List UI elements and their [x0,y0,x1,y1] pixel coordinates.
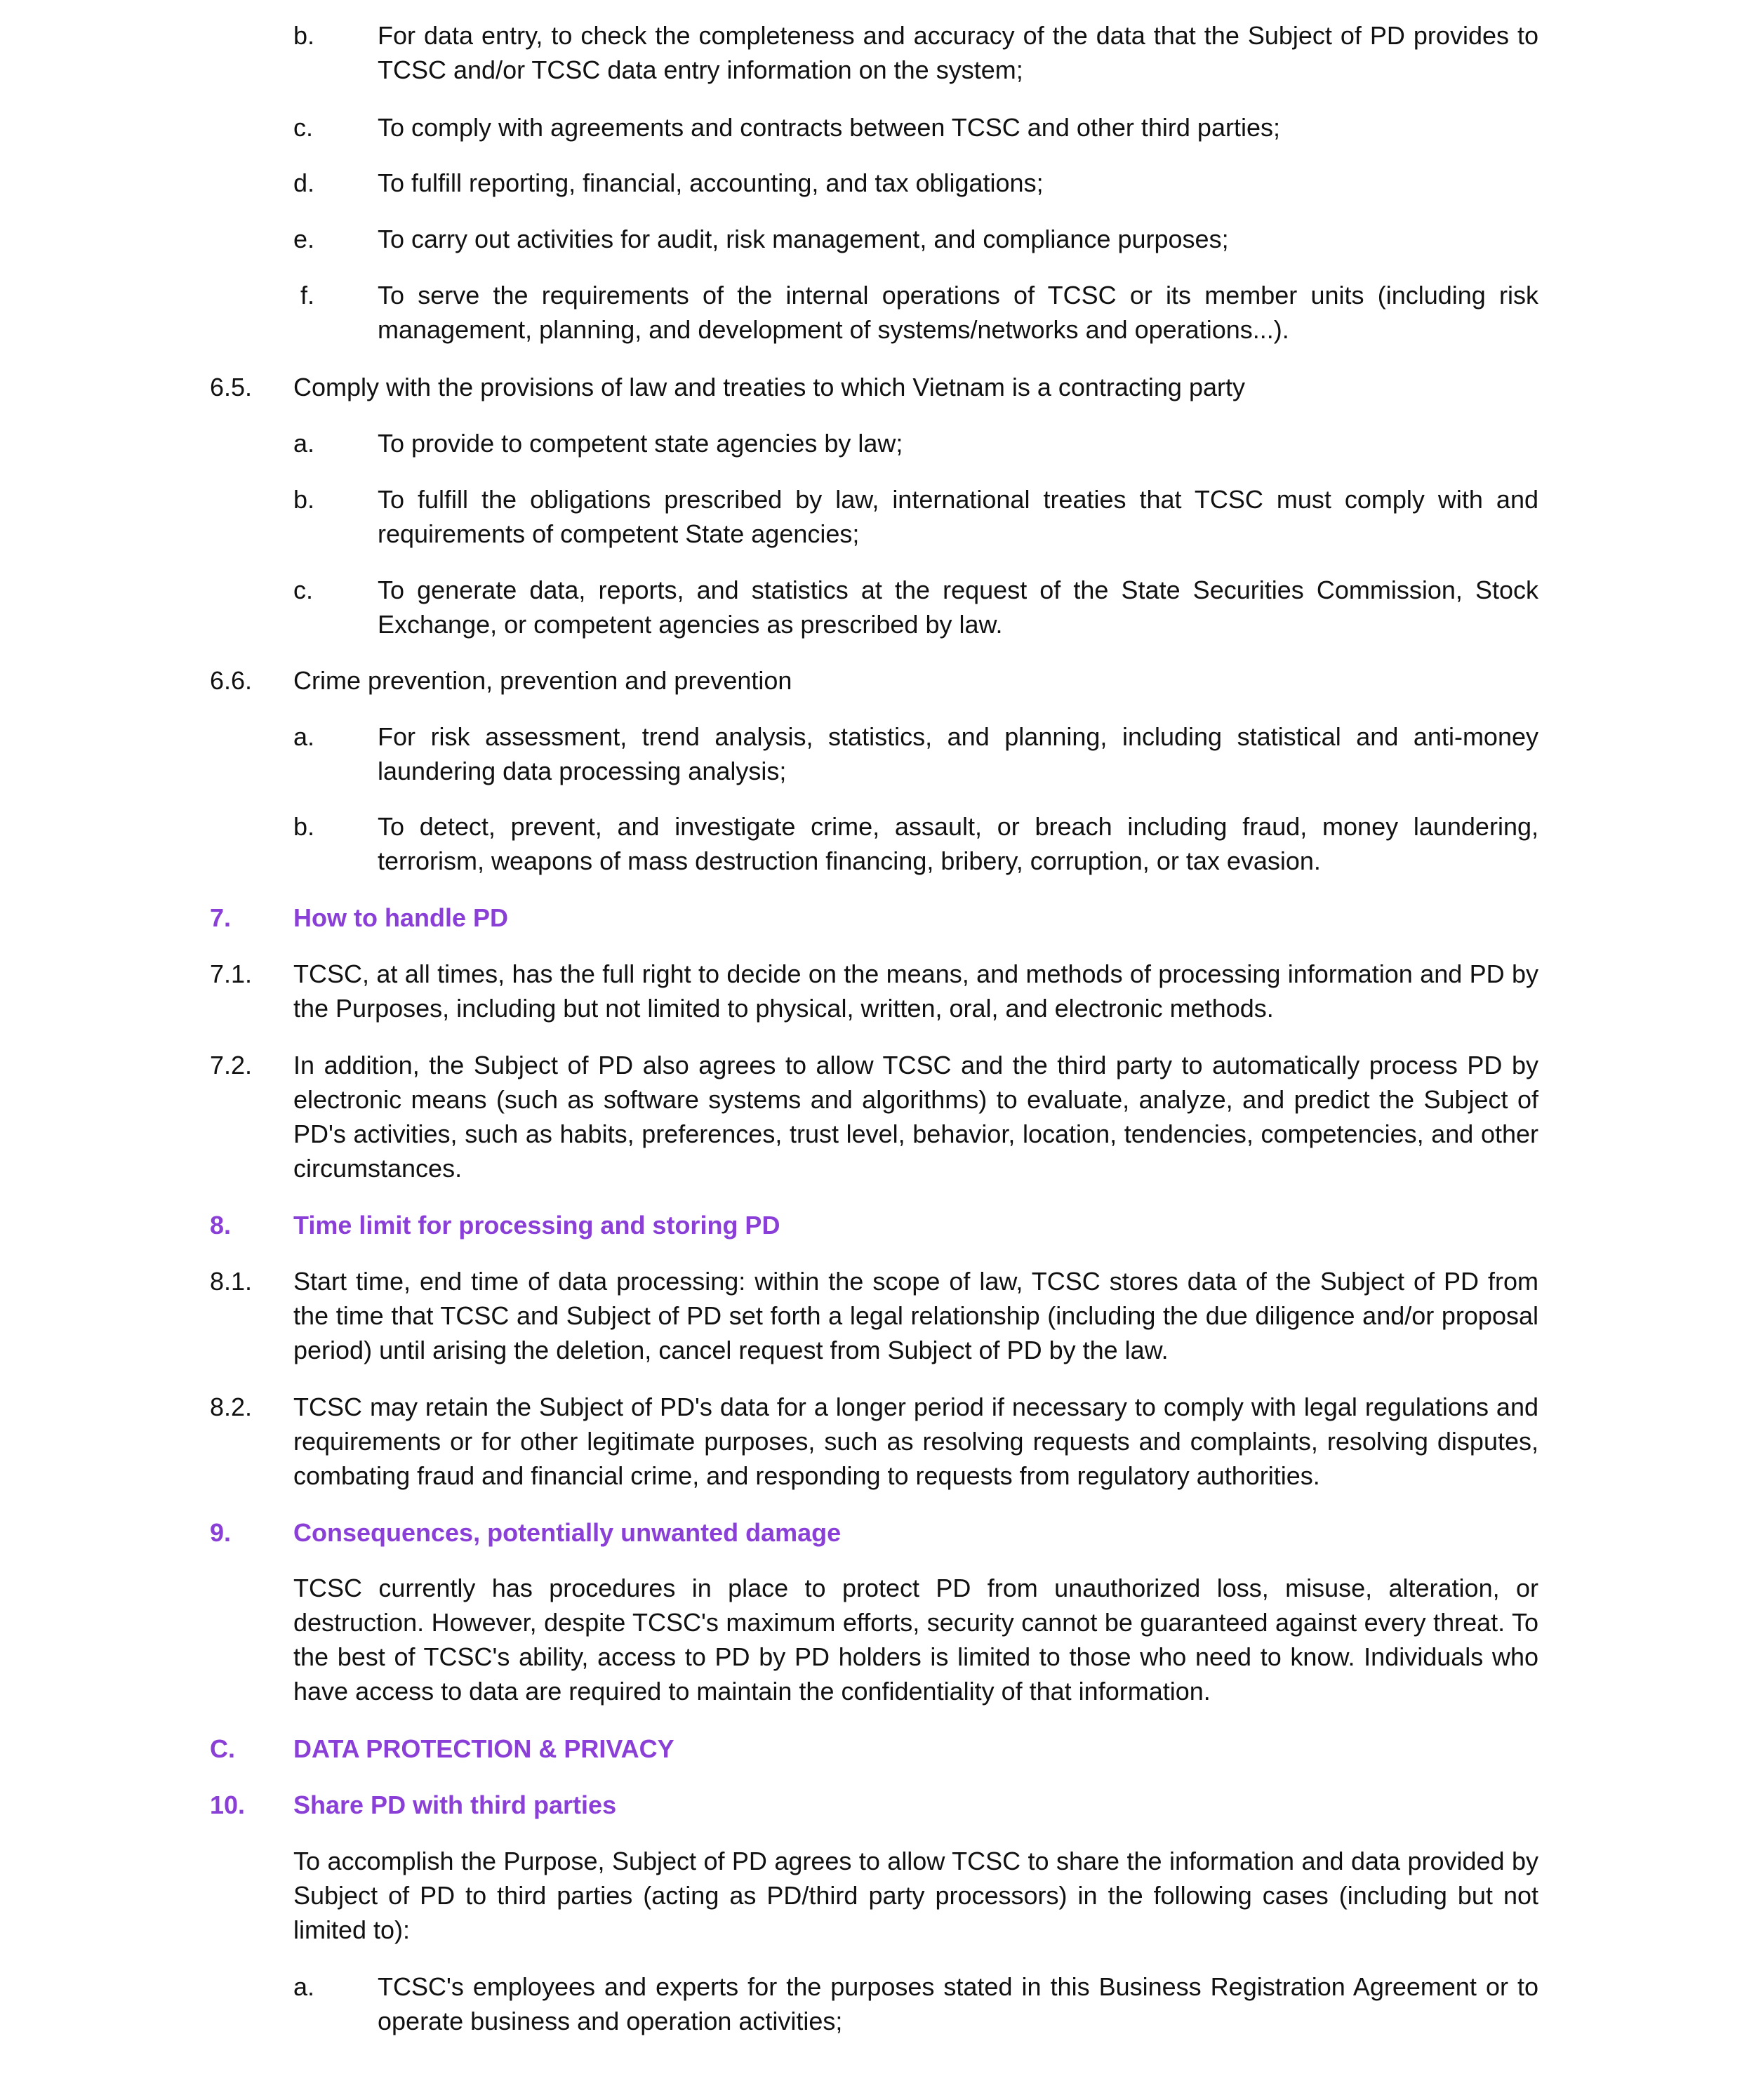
item-text: To generate data, reports, and statistics at the request of the State Securities Commission, Stock Exchange, or competent agencies as prescribed by law. [378,576,1538,639]
item-marker: a. [293,722,315,751]
section-6-5 [210,370,1538,404]
list-item-10-a [293,1969,1538,2038]
item-marker: b. [293,485,315,514]
heading-number: 10. [210,1790,246,1819]
item-marker: 7.2. [210,1051,253,1079]
heading-10 [210,1788,1538,1822]
item-text: To comply with agreements and contracts between TCSC and other third parties; [378,113,1280,142]
heading-title: DATA PROTECTION & PRIVACY [293,1734,674,1763]
heading-number: 9. [210,1518,232,1547]
item-text: TCSC, at all times, has the full right to decide on the means, and methods of processing information and PD by the Purposes, including but not limited to physical, written, oral, and electronic methods. [293,959,1538,1023]
item-text: To fulfill reporting, financial, accounting, and tax obligations; [378,168,1044,197]
heading-title: Time limit for processing and storing PD [293,1211,780,1240]
list-item-6-4-b [293,18,1538,87]
heading-9 [210,1515,1538,1550]
item-marker: 6.6. [210,666,253,695]
heading-number: 7. [210,903,232,932]
list-item-6-4-c [293,110,1538,145]
paragraph-9 [293,1571,1538,1708]
list-item-6-5-b [293,482,1538,551]
heading-title: How to handle PD [293,903,508,932]
item-text: In addition, the Subject of PD also agrees to allow TCSC and the third party to automatically process PD by electronic means (such as software systems and algorithms) to evaluate, analyze, and predict the Subject of PD's activities, such as habits, preferences, trust level, behavior, location, tendencies, competencies, and other circumstances. [293,1051,1538,1183]
paragraph-text: TCSC currently has procedures in place to protect PD from unauthorized loss, misuse, alteration, or destruction. However, despite TCSC's maximum efforts, security cannot be guaranteed against every threat. To the best of TCSC's ability, access to PD by PD holders is limited to those who need to know. Individuals who have access to data are required to maintain the confidentiality of that information. [293,1574,1538,1706]
item-text: For data entry, to check the completeness and accuracy of the data that the Subject of PD provides to TCSC and/or TCSC data entry information on the system; [378,21,1538,84]
item-text: For risk assessment, trend analysis, statistics, and planning, including statistical and anti-money laundering data processing analysis; [378,722,1538,785]
paragraph-text: To accomplish the Purpose, Subject of PD agrees to allow TCSC to share the information and data provided by Subject of PD to third parties (acting as PD/third party processors) in the following cases (including but not limited to): [293,1847,1538,1944]
item-marker: e. [293,225,315,253]
item-marker: 7.1. [210,959,253,988]
item-text: To fulfill the obligations prescribed by law, international treaties that TCSC must comply with and requirements of competent State agencies; [378,485,1538,548]
section-7-2 [210,1048,1538,1185]
item-marker: c. [293,113,314,142]
item-text: To provide to competent state agencies by law; [378,429,903,458]
list-item-6-6-b [293,809,1538,878]
section-8-2 [210,1390,1538,1493]
item-marker: f. [300,281,315,310]
list-item-6-6-a [293,719,1538,788]
item-marker: b. [293,812,315,841]
paragraph-10 [293,1844,1538,1947]
section-7-1 [210,957,1538,1025]
item-text: To carry out activities for audit, risk management, and compliance purposes; [378,225,1229,253]
list-item-6-4-d [293,166,1538,200]
item-marker: 8.1. [210,1267,253,1296]
heading-7 [210,901,1538,935]
item-marker: a. [293,1972,315,2001]
item-marker: 6.5. [210,373,253,401]
heading-c [210,1732,1538,1766]
item-marker: a. [293,429,315,458]
item-marker: d. [293,168,315,197]
heading-title: Share PD with third parties [293,1790,617,1819]
item-text: Crime prevention, prevention and prevention [293,666,792,695]
list-item-6-5-c [293,573,1538,642]
list-item-6-4-e [293,222,1538,256]
heading-title: Consequences, potentially unwanted damage [293,1518,842,1547]
section-6-6 [210,663,1538,698]
item-marker: b. [293,21,315,50]
list-item-6-5-a [293,426,1538,460]
item-text: TCSC may retain the Subject of PD's data for a longer period if necessary to comply with legal regulations and requirements or for other legitimate purposes, such as resolving requests and complaints, resolving disputes, combating fraud and financial crime, and responding to requests from regulatory authorities. [293,1393,1538,1490]
heading-number: 8. [210,1211,232,1240]
item-marker: 8.2. [210,1393,253,1421]
item-text: Start time, end time of data processing: within the scope of law, TCSC stores data of the Subject of PD from the time that TCSC and Subject of PD set forth a legal relationship (including the due diligence and/or proposal period) until arising the deletion, cancel request from Subject of PD by the law. [293,1267,1538,1364]
heading-8 [210,1208,1538,1242]
item-text: TCSC's employees and experts for the purposes stated in this Business Registration Agreement or to operate business and operation activities; [378,1972,1538,2035]
item-marker: c. [293,576,314,604]
section-8-1 [210,1264,1538,1367]
item-text: Comply with the provisions of law and treaties to which Vietnam is a contracting party [293,373,1245,401]
item-text: To detect, prevent, and investigate crime, assault, or breach including fraud, money laundering, terrorism, weapons of mass destruction financing, bribery, corruption, or tax evasion. [378,812,1538,875]
list-item-6-4-f [293,278,1538,347]
heading-number: C. [210,1734,235,1763]
item-text: To serve the requirements of the internal operations of TCSC or its member units (including risk management, planning, and development of systems/networks and operations...). [378,281,1538,344]
